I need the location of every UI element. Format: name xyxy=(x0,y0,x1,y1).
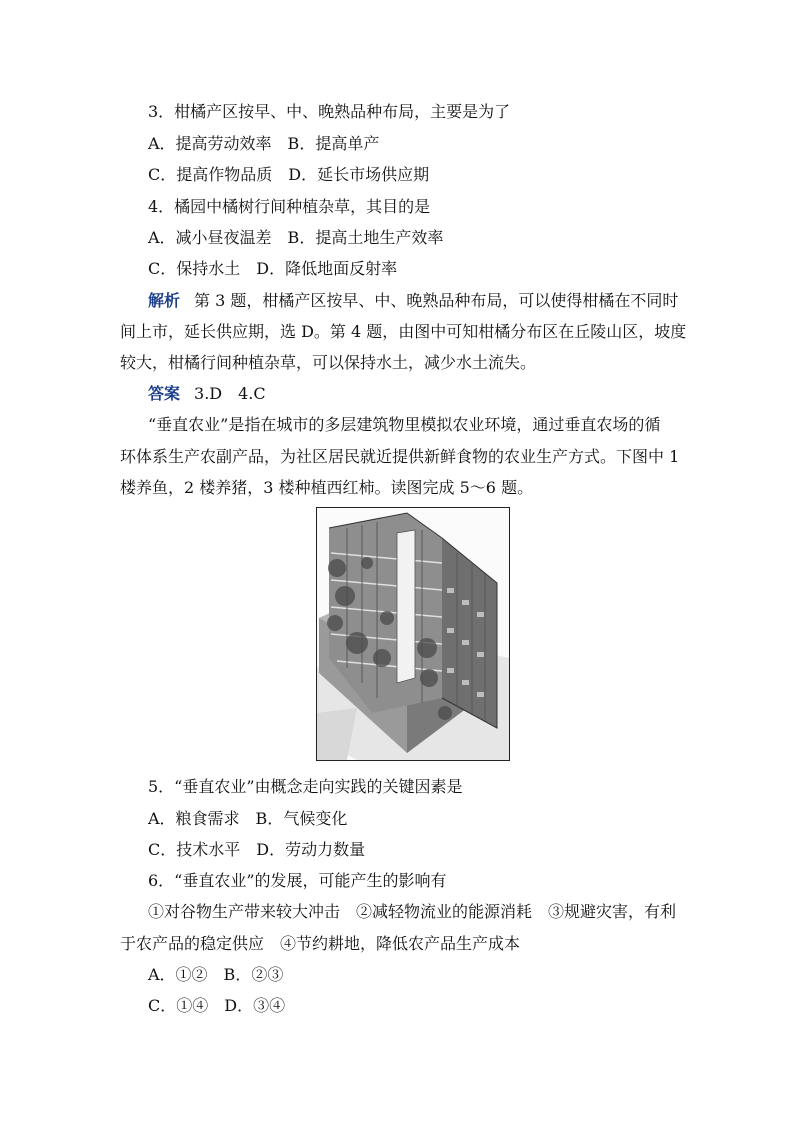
question-3-stem: 3．柑橘产区按早、中、晚熟品种布局，主要是为了 xyxy=(148,102,511,121)
question-6-options-ab: A．①② B．②③ xyxy=(148,965,284,984)
analysis-label: 解析 xyxy=(148,291,181,310)
question-6-options-cd: C．①④ D．③④ xyxy=(148,996,286,1015)
question-5-stem: 5．“垂直农业”由概念走向实践的关键因素是 xyxy=(148,777,463,796)
intro-line-1: “垂直农业”是指在城市的多层建筑物里模拟农业环境，通过垂直农场的循 xyxy=(148,415,661,434)
analysis-line-2: 间上市，延长供应期，选 D。第 4 题，由图中可知柑橘分布区在丘陵山区，坡度 xyxy=(120,322,687,341)
answer-line xyxy=(148,384,266,404)
question-3-options-ab: A．提高劳动效率 B．提高单产 xyxy=(148,134,380,153)
question-4-options-ab: A．减小昼夜温差 B．提高土地生产效率 xyxy=(148,228,444,247)
question-6-items-line-1: ①对谷物生产带来较大冲击 ②减轻物流业的能源消耗 ③规避灾害，有利 xyxy=(148,902,677,921)
intro-line-2: 环体系生产农副产品，为社区居民就近提供新鲜食物的农业生产方式。下图中 1 xyxy=(120,447,680,466)
analysis-line-3: 较大，柑橘行间种植杂草，可以保持水土，减少水土流失。 xyxy=(120,353,537,372)
question-5-options-ab: A．粮食需求 B．气候变化 xyxy=(148,809,348,828)
question-6-stem: 6．“垂直农业”的发展，可能产生的影响有 xyxy=(148,871,447,890)
question-6-items-line-2: 于农产品的稳定供应 ④节约耕地，降低农产品生产成本 xyxy=(120,934,521,953)
vertical-farm-building-illustration xyxy=(316,507,510,761)
answer-label: 答案 xyxy=(148,384,181,403)
question-3-options-cd: C．提高作物品质 D．延长市场供应期 xyxy=(148,165,430,184)
answer-text: 3.D 4.C xyxy=(194,384,266,403)
question-5-options-cd: C．技术水平 D．劳动力数量 xyxy=(148,840,366,859)
question-4-options-cd: C．保持水土 D．降低地面反射率 xyxy=(148,259,398,278)
analysis-line-1 xyxy=(148,291,678,311)
intro-line-3: 楼养鱼，2 楼养猪，3 楼种植西红柿。读图完成 5～6 题。 xyxy=(120,478,534,497)
vertical-farm-drawing xyxy=(317,508,509,760)
analysis-text-1: 第 3 题，柑橘产区按早、中、晚熟品种布局，可以使得柑橘在不同时 xyxy=(194,291,679,310)
question-4-stem: 4．橘园中橘树行间种植杂草，其目的是 xyxy=(148,197,431,216)
